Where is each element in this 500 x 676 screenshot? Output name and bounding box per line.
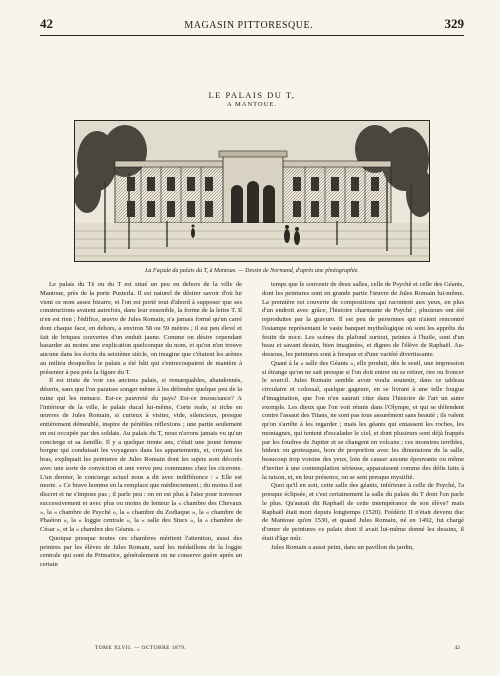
signature-mark: 42 <box>454 645 460 651</box>
running-head <box>40 16 464 32</box>
text-column-left <box>40 281 242 645</box>
page-number: 42 <box>40 16 53 31</box>
paragraph: Le palais du Té ou du T est situé un peu en dehors de la ville de Mantoue, près de la porte Pusterla. Il est naturel de désirer savoir d'où lui vient ce nom assez bizarre, et l'on est porté tout d'abord à supposer que ses constructions avaient autrefois, dans leur ensemble, la forme de la lettre T. Il n'en est rien ; l'édifice, œuvre de Jules Romain, n'a jamais formé qu'un carré dont chaque face, en dehors, a environ 58 ou 59 mètres ; il est peu élevé et fait de briques couvertes d'un enduit jaune. Comme on désire cependant hasarder au moins une explication quelconque du nom, et qu'on n'en trouve aucune dans les écrits du seizième siècle, on imagine que c'étaient les arènes au milieu desquelles le palais a été bâti qui s'entrecoupaient de manière à présenter à peu près la figure du T. <box>40 281 242 376</box>
paragraph: temps que le souvenir de deux salles, celle de Psyché et celle des Géants, dont les peintures sont en grande partie l'œuvre de Jules Romain lui-même. La première est couverte de compositions qui racontent aux yeux, en plus d'un endroit avec grâce, l'histoire charmante de Psyché ; plusieurs ont été reproduites par la gravure. Il est peu de personnes qui n'aient rencontré l'estampe représentant le vaste banquet mythologique où sont les apprêts du festin de noce. Les scènes du plafond surtout, peintes à l'huile, sont d'un beau et savant dessin, bien imaginées, et dignes de l'élève de Raphaël. Au-dessous, les peintures sont à fresque et d'une variété divertissante. <box>262 281 464 358</box>
volume-date: TOME XLVII. — OCTOBRE 1879. <box>95 645 187 651</box>
text-column-right <box>262 281 464 645</box>
header-rule <box>40 35 464 36</box>
palace-engraving <box>74 120 430 262</box>
palace-facade-illustration <box>75 121 429 261</box>
article-title: LE PALAIS DU T, <box>208 90 296 100</box>
issue-number: 329 <box>444 16 464 31</box>
paragraph: Jules Romain a aussi peint, dans un pavillon du jardin, <box>271 543 414 551</box>
paragraph: Quant à la « salle des Géants », elle produit, dès le seuil, une impression si étrange qu'on ne sait presque si l'on doit entrer ou se retirer, rire ou froncer le sourcil. Jules Romain semble avoir voulu soutenir, dans ce tableau circulaire et colossal, quelque gageure, en se livrant à une telle fougue d'imagination, que l'on n'en saurait citer dans l'histoire de l'art un autre exemple. Les dieux que l'on voit réunis dans l'Olympe, et qui se défendent contre l'assaut des Titans, ne sont pas tous assurément sans beauté ; ils valent qu'on s'arrête à les regarder ; mais les géants qui entassent les roches, les montagnes, qui tentent d'escalader le ciel, et dont plusieurs sont déjà frappés par les foudres de Jupiter et se changent en volcans ; ces monstres terribles, hideux ou grotesques, hors de proportion avec les dimensions de la salle, beaucoup trop voisins des yeux, loin de causer aucune épouvante ou même d'inviter à une contemplation sérieuse, apparaissent comme des défis faits à la raison, et, en leur présence, on se sent presque mystifié. <box>262 359 464 481</box>
paragraph: Quoique presque toutes ces chambres méritent l'attention, aussi des peintres par les élèves de Jules Romain, sauf les médaillons de la loggie centrale qui sont du Primatice, généralement on ne conserve guère après un certain <box>40 534 242 568</box>
paragraph: Quoi qu'il en soit, cette salle des géants, inférieure à celle de Psyché, l'a presque éclipsée, et c'est certainement la salle du palais du T dont l'on parle le plus. Qu'aurait dit Raphaël de cette intempérance de son élève? mais Raphaël était mort depuis longtemps (1520). Frédéric II n'était devenu duc de Mantoue qu'en 1530, et quand Jules Romain, né en 1492, fut chargé d'orner de peintures ce palais dont il avait lui-même donné les dessins, il était d'âge mûr. <box>262 482 464 542</box>
article-subtitle: A MANTOUE. <box>227 101 277 108</box>
figure-caption: La Façade du palais du T, à Mantoue. — Dessin de Normand, d'après une photographie. <box>145 268 359 274</box>
page-footer <box>40 645 464 655</box>
magazine-title: MAGASIN PITTORESQUE. <box>184 20 314 31</box>
paragraph: Il est triste de voir ces anciens palais, si remarquables, abandonnés, déserts, sans que l'on paraisse songer même à les défendre quelque peu de la ruine qui les menace. Est-ce pauvreté du pays? Est-ce insouciance? A l'intérieur de la ville, le palais ducal lui-même, Corte reale, si riche en œuvres de Jules Romain, si curieux à visiter, vide, silencieux, presque entièrement démeublé, inspire de pénibles réflexions ; une partie seulement en est occupée par des soldats. Au palais du T, nous n'avons jamais vu qu'un concierge et sa famille. Il y a quelque trente ans, c'était une jeune femme borgne qui conduisait les voyageurs dans les appartements, et, croyant les bras, expliquait les peintures de Jules Romain dont les sujets sont décorés avec une sorte de conviction et une verve peu communes chez les cicerone. L'un dernier, le concierge actuel nous a dit avec indifférence : « Elle est morte. » Ce brave homme en la remplace que médiocrement ; du moins il est discret et ne s'impose pas ; il parle peu : on en est plus à l'aise pour traverser successivement et avec plus ou moins de lenteur la « chambre des Chevaux », la « chambre de Psyché », la « chambre du Zodiaque », la « chambre de Phaéton », la « loggie centrale », la « salle des Stucs », la « chambre de César », et la « chambre des Géants. » <box>40 377 242 533</box>
